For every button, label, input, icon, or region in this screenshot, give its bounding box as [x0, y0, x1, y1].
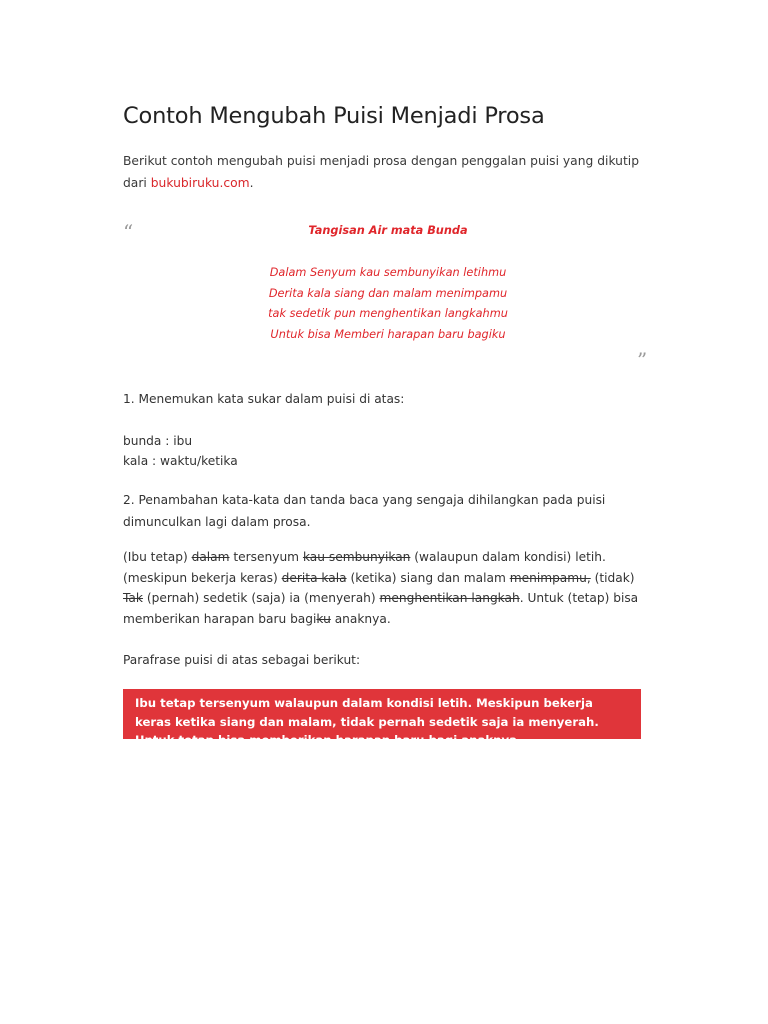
prose-text: (walaupun dalam kondisi) letih. (meskipun bekerja keras) — [123, 550, 606, 585]
struck-text: derita kala — [281, 570, 347, 585]
word-list — [123, 431, 653, 471]
prose-text: (tidak) — [590, 570, 635, 585]
intro-paragraph — [123, 150, 653, 194]
word-item: kala : waktu/ketika — [123, 454, 238, 468]
struck-text: kau sembunyikan — [302, 550, 411, 564]
intro-text: Berikut contoh mengubah puisi menjadi prosa dengan penggalan puisi yang dikutip dari — [123, 154, 640, 190]
struck-text: ku — [316, 611, 331, 626]
prose-text: . Untuk (tetap) bisa memberikan harapan baru bagi — [123, 591, 639, 626]
prose-paragraph — [123, 547, 653, 629]
step2-heading: 2. Penambahan kata-kata dan tanda baca yang sengaja dihilangkan pada puisi dimunculkan lagi dalam prosa. — [123, 493, 606, 529]
paraphrase-text: Ibu tetap tersenyum walaupun dalam kondisi letih. Meskipun bekerja keras ketika siang dan malam, tidak pernah sedetik saja ia menyerah. Untuk tetap bisa memberikan harapan baru bagi anaknya. — [135, 696, 599, 747]
source-link[interactable]: bukubiruku.com — [150, 176, 250, 190]
article-title: Contoh Mengubah Puisi Menjadi Prosa — [123, 103, 545, 129]
paraphrase-callout — [123, 689, 641, 747]
paraphrase-label: Parafrase puisi di atas sebagai berikut: — [123, 653, 361, 667]
prose-text: anaknya. — [330, 611, 391, 626]
intro-end: . — [249, 176, 254, 190]
struck-text: menimpamu, — [509, 570, 591, 585]
poem-line: tak sedetik pun menghentikan langkahmu — [268, 307, 508, 320]
poem-line: Dalam Senyum kau sembunyikan letihmu — [269, 266, 507, 279]
poem-line: Derita kala siang dan malam menimpamu — [268, 286, 508, 300]
prose-text: (Ibu tetap) — [123, 550, 192, 564]
struck-text: Tak — [123, 591, 143, 605]
struck-text: menghentikan langkah — [379, 591, 520, 605]
prose-text: (pernah) sedetik (saja) ia (menyerah) — [142, 591, 380, 605]
prose-text: (ketika) siang dan malam — [346, 570, 510, 585]
word-item: bunda : ibu — [123, 434, 193, 448]
prose-text: tersenyum — [229, 550, 303, 564]
poem-lines — [123, 263, 653, 345]
poem-line: Untuk bisa Memberi harapan baru bagiku — [270, 327, 506, 341]
open-quote-icon: “ — [123, 220, 134, 244]
close-quote-icon: ” — [637, 348, 648, 372]
poem-title: Tangisan Air mata Bunda — [308, 224, 468, 237]
step1-heading: 1. Menemukan kata sukar dalam puisi di atas: — [123, 392, 405, 406]
struck-text: dalam — [191, 550, 230, 564]
